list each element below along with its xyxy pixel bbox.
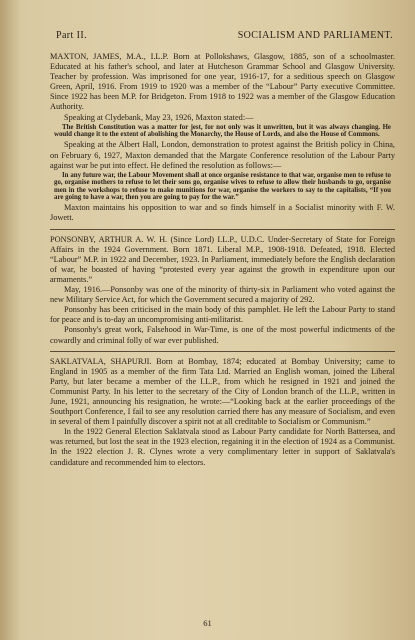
body-paragraph: Speaking at the Albert Hall, London, demonstration to protest against the British policy in China, on February 6, 1927, Maxton demanded that the Margate Conference resolution of the Labour Party against war be put into effect. He defined the resolution as follows:—	[50, 140, 395, 170]
body-paragraph: Ponsonby has been criticised in the main body of this pamphlet. He left the Labour Party to stand for peace and is to-day an uncompromising anti-militarist.	[50, 305, 395, 325]
quoted-passage: In any future war, the Labour Movement shall at once organise resistance to that war, organise men to refuse to go, organise mothers to refuse to let their sons go, organise wives to refuse to allow their husbands to go, organise men in the workshops to refuse to make munitions for war, organise the workers to say to the capitalists, “If you are going to have a war, then you are going to pay for the war.”	[54, 171, 391, 201]
body-paragraph: Ponsonby's great work, Falsehood in War-Time, is one of the most powerful indictments of the cowardly and criminal folly of war ever published.	[50, 325, 395, 345]
body-paragraph: In the 1922 General Election Saklatvala stood as Labour Party candidate for North Battersea, and was returned, but lost the seat in the 1923 election, regaining it in the election of 1924 as a Communist. In the 1922 election J. R. Clynes wrote a very complimentary letter in support of Saklatvala's candidature and recommended him to electors.	[50, 427, 395, 467]
section-title: SOCIALISM AND PARLIAMENT.	[237, 30, 393, 41]
body-paragraph: May, 1916.—Ponsonby was one of the minority of thirty-six in Parliament who voted against the new Military Service Act, for which the Government secured a majority of 292.	[50, 285, 395, 305]
entry-heading-paragraph: MAXTON, JAMES, M.A., I.L.P. Born at Pollokshaws, Glasgow, 1885, son of a schoolmaster. Educated at his father's school, and later at Hutcheson Grammar School and Glasgow University. Teacher by profession. Was imprisoned for one year, 1916-17, for a seditious speech on Glasgow Green, April, 1916. From 1919 to 1920 was a member of the “Labour” Party executive Committee. Since 1922 has been M.P. for Bridgeton. From 1918 to 1922 was a member of the Glasgow Education Authority.	[50, 52, 395, 112]
entry-divider	[50, 229, 395, 230]
body-paragraph: Maxton maintains his opposition to war and so finds himself in a Socialist minority with F. W. Jowett.	[50, 203, 395, 223]
entry-divider	[50, 351, 395, 352]
entry-heading-paragraph: PONSONBY, ARTHUR A. W. H. (Since Lord) I.L.P., U.D.C. Under-Secretary of State for Foreign Affairs in the 1924 Government. Born 1871. Liberal M.P., 1908-1918. Defeated, 1918. Elected “Labour” M.P. in 1922 and December, 1923. In Parliament, immediately before the English declaration of war, he boasted of having “protested every year against the growth in expenditure upon our armaments.”	[50, 234, 395, 284]
page-body	[50, 52, 395, 468]
part-label: Part II.	[56, 30, 87, 41]
running-header	[56, 30, 393, 41]
quoted-passage: The British Constitution was a matter for jest, for not only was it unwritten, but it was always changing. He would change it to the extent of abolishing the Monarchy, the House of Lords, and also the House of Commons.	[54, 123, 391, 139]
page-number: 61	[203, 618, 212, 628]
entry-heading-paragraph: SAKLATVALA, SHAPURJI. Born at Bombay, 1874; educated at Bombay University; came to England in 1905 as a member of the firm Tata Ltd. Married an English woman, joined the Liberal Party, but later became a member of the I.L.P., from which he resigned in 1921 and joined the Communist Party. In his letter to the secretary of the City of London branch of the I.L.P., written in June, 1921, announcing his resignation, he wrote:—“Looking back at the earlier proceedings of the Southport Conference, I fail to see any resolution carried there has any measure of Socialism, and even in several of them I painfully discover a spirit not at all creditable to Socialism or Communism.”	[50, 356, 395, 427]
body-paragraph: Speaking at Clydebank, May 23, 1926, Maxton stated:—	[64, 112, 254, 122]
